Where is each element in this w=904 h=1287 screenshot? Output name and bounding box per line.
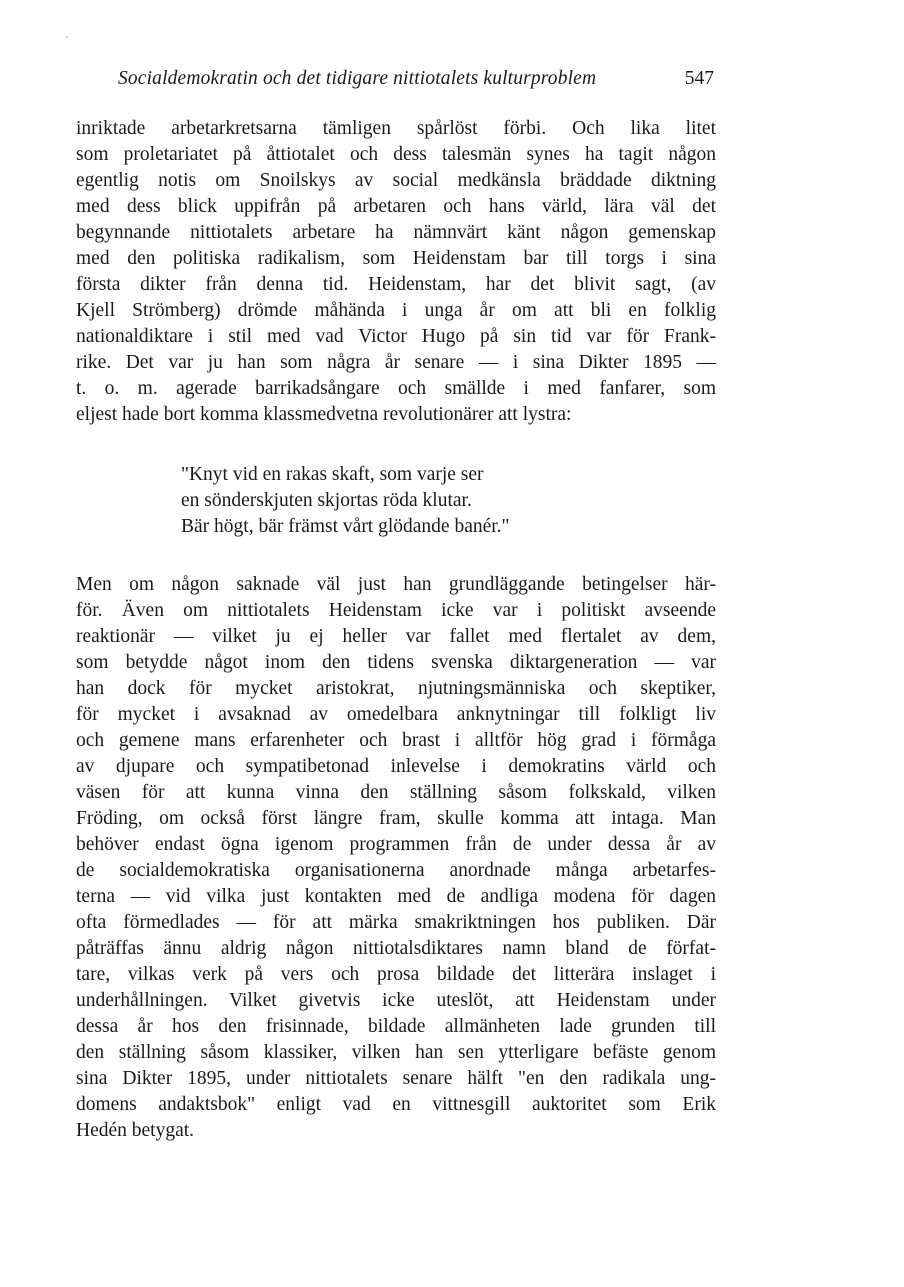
text-line: som betydde något inom den tidens svenska diktargeneration — var	[76, 652, 716, 673]
text-line: Men om någon saknade väl just han grundläggande betingelser här-	[76, 574, 716, 595]
text-line: rike. Det var ju han som några år senare — i sina Dikter 1895 —	[76, 352, 716, 373]
text-line: första dikter från denna tid. Heidenstam, har det blivit sagt, (av	[76, 274, 716, 295]
text-line: Hedén betygat.	[76, 1120, 195, 1141]
text-line: Fröding, om också först längre fram, skulle komma att intaga. Man	[76, 808, 716, 829]
page-number: 547	[684, 68, 714, 89]
text-line: terna — vid vilka just kontakten med de andliga modena för dagen	[76, 886, 716, 907]
text-line: för. Även om nittiotalets Heidenstam icke var i politiskt avseende	[76, 600, 716, 621]
text-line: begynnande nittiotalets arbetare ha nämnvärt känt någon gemenskap	[76, 222, 716, 243]
text-line: sina Dikter 1895, under nittiotalets senare hälft "en den radikala ung-	[76, 1068, 716, 1089]
running-header	[118, 66, 714, 92]
text-line: Kjell Strömberg) drömde måhända i unga år om att bli en folklig	[76, 300, 716, 321]
text-line: med den politiska radikalism, som Heidenstam bar till torgs i sina	[76, 248, 716, 269]
text-line: han dock för mycket aristokrat, njutningsmänniska och skeptiker,	[76, 678, 716, 699]
running-title: Socialdemokratin och det tidigare nittiotalets kulturproblem	[118, 68, 597, 89]
quote-line: Bär högt, bär främst vårt glödande banér."	[181, 516, 510, 537]
text-line: t. o. m. agerade barrikadsångare och smällde i med fanfarer, som	[76, 378, 716, 399]
text-line: tare, vilkas verk på vers och prosa bildade det litterära inslaget i	[76, 964, 716, 985]
quote-line: "Knyt vid en rakas skaft, som varje ser	[181, 464, 484, 485]
text-line: de socialdemokratiska organisationerna anordnade många arbetarfes-	[76, 860, 716, 881]
text-line: reaktionär — vilket ju ej heller var fallet med flertalet av dem,	[76, 626, 716, 647]
text-line: med dess blick uppifrån på arbetaren och hans värld, lära väl det	[76, 196, 716, 217]
text-line: av djupare och sympatibetonad inlevelse i demokratins värld och	[76, 756, 716, 777]
text-line: nationaldiktare i stil med vad Victor Hugo på sin tid var för Frank-	[76, 326, 716, 347]
text-line: och gemene mans erfarenheter och brast i alltför hög grad i förmåga	[76, 730, 716, 751]
text-line: påträffas ännu aldrig någon nittiotalsdiktares namn bland de förfat-	[76, 938, 716, 959]
text-line: domens andaktsbok" enligt vad en vittnesgill auktoritet som Erik	[76, 1094, 716, 1115]
scan-speck	[66, 36, 68, 38]
text-line: ofta förmedlades — för att märka smakriktningen hos publiken. Där	[76, 912, 716, 933]
text-line: väsen för att kunna vinna den ställning såsom folkskald, vilken	[76, 782, 716, 803]
text-line: som proletariatet på åttiotalet och dess talesmän synes ha tagit någon	[76, 144, 716, 165]
text-line: dessa år hos den frisinnade, bildade allmänheten lade grunden till	[76, 1016, 716, 1037]
quote-line: en sönderskjuten skjortas röda klutar.	[181, 490, 472, 511]
text-line: den ställning såsom klassiker, vilken han sen ytterligare befäste genom	[76, 1042, 716, 1063]
text-line: inriktade arbetarkretsarna tämligen spårlöst förbi. Och lika litet	[76, 118, 716, 139]
text-line: egentlig notis om Snoilskys av social medkänsla bräddade diktning	[76, 170, 716, 191]
text-line: för mycket i avsaknad av omedelbara anknytningar till folkligt liv	[76, 704, 716, 725]
text-line: eljest hade bort komma klassmedvetna revolutionärer att lystra:	[76, 404, 572, 425]
text-line: behöver endast ögna igenom programmen från de under dessa år av	[76, 834, 716, 855]
text-line: underhållningen. Vilket givetvis icke uteslöt, att Heidenstam under	[76, 990, 716, 1011]
